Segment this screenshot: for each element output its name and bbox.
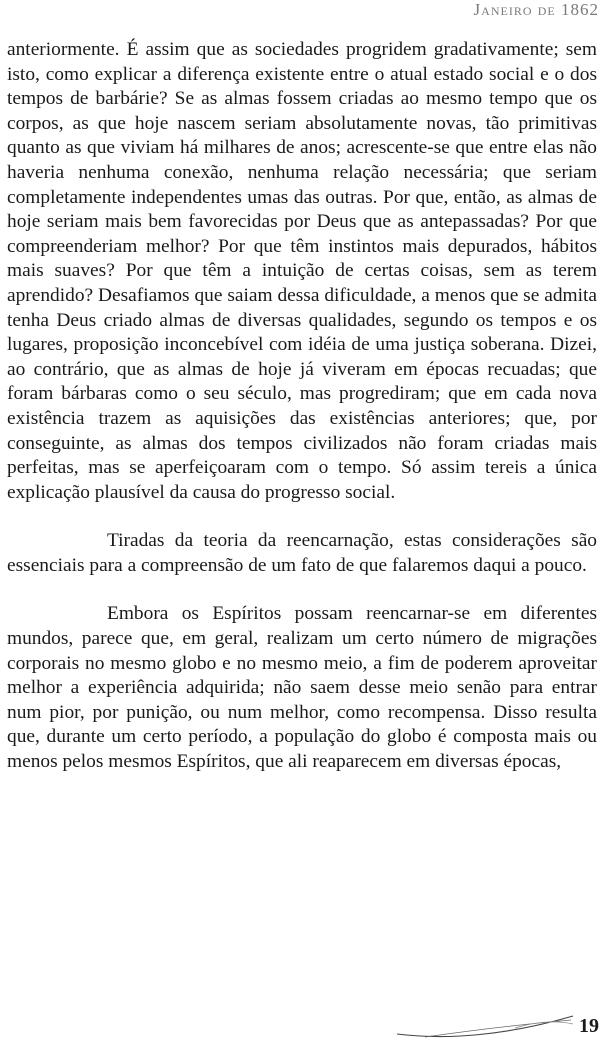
- paragraph-gap: [7, 505, 597, 529]
- running-header: Janeiro de 1862: [473, 0, 599, 19]
- page-number: 19: [579, 1015, 599, 1037]
- paragraph-spirit-migrations: Embora os Espíritos possam reencarnar-se em diferentes mundos, parece que, em geral, realizam um certo número de migrações corporais no mesmo globo e no mesmo meio, a fim de poderem aproveitar melhor a experiência adquirida; não saem desse meio senão para entrar num pior, por punição, ou num melhor, como recompensa. Disso resulta que, durante um certo período, a população do globo é composta mais ou menos pelos mesmos Espíritos, que ali reaparecem em diversas épocas,: [7, 603, 597, 773]
- paragraph-reincarnation-theory: Tiradas da teoria da reencarnação, estas considerações são essenciais para a compreensão de um fato de que falaremos daqui a pouco.: [7, 530, 597, 576]
- page-flourish-ornament: [395, 1010, 575, 1040]
- page-body: [7, 38, 597, 775]
- paragraph-continued: anteriormente. É assim que as sociedades progridem gradativamente; sem isto, como explicar a diferença existente entre o atual estado social e o dos tempos de barbárie? Se as almas fossem criadas ao mesmo tempo que os corpos, as que hoje nascem seriam absolutamente novas, tão primitivas quanto as que viviam há milhares de anos; acrescente-se que entre elas não haveria nenhuma conexão, nenhuma relação necessária; que seriam completamente independentes umas das outras. Por que, então, as almas de hoje seriam mais bem favorecidas por Deus que as antepassadas? Por que compreenderiam melhor? Por que têm instintos mais depurados, hábitos mais suaves? Por que têm a intuição de certas coisas, sem as terem aprendido? Desafiamos que saiam dessa dificuldade, a menos que se admita tenha Deus criado almas de diversas qualidades, segundo os tempos e os lugares, proposição inconcebível com idéia de uma justiça soberana. Dizei, ao contrário, que as almas de hoje já viveram em épocas recuadas; que foram bárbaras como o seu século, mas progrediram; que em cada nova existência trazem as aquisições das existências anteriores; que, por conseguinte, as almas dos tempos civilizados não foram criadas mais perfeitas, mas se aperfeiçoaram com o tempo. Só assim tereis a única explicação plausível da causa do progresso social.: [7, 39, 597, 503]
- paragraph-gap: [7, 578, 597, 602]
